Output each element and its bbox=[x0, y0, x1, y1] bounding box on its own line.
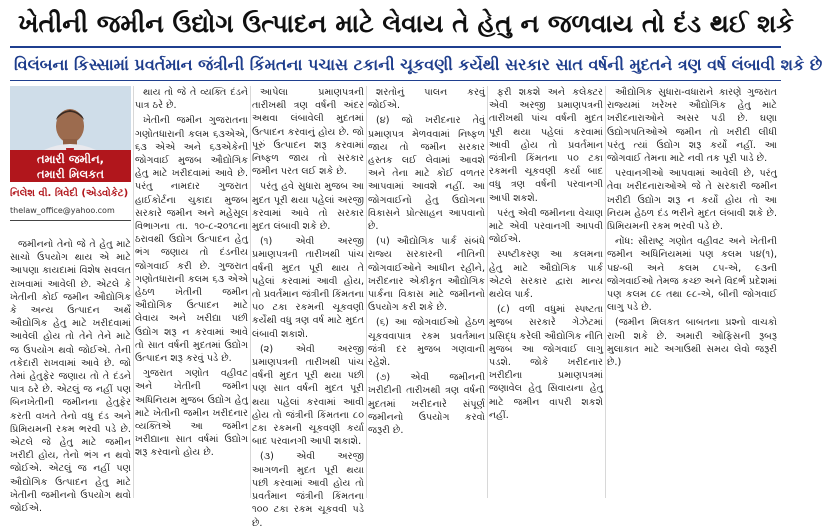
paragraph: ગુજરાત ગણોત વહીવટ અને ખેતીની જમીન અધિનિયમ મુજબ ઉદ્યોગ હેતુ માટે ખેતીની જમીન ખરીદનાર વ્યક્તિએ આ જમીન ખરીદ્યાના સાત વર્ષમાં ઉદ્યોગ શરૂ કરવાનો હોય છે. bbox=[135, 368, 248, 459]
paragraph: નોંધ: સૌરાષ્ટ્ર ગણોત વહીવટ અને ખેતીની જમીન અધિનિયમમાં પણ કલમ ૫૪(૧), ૫૪-બી અને કલમ ૮૫-એ, ૯૩ની જોગવાઈઓ તેમજ કચ્છ અને વિદર્ભ પ્રદેશમાં પણ કલમ ૮૯ તથા ૯૮-એ, બીની જોગવાઈ લાગુ પડે છે. bbox=[607, 236, 777, 314]
column-divider bbox=[487, 86, 488, 498]
paragraph: (૧) એવી અરજી પ્રમાણપત્રની તારીખથી પાંચ વર્ષની મુદત પૂરી થાય તે પહેલાં કરવામાં આવી હોય, તો પ્રવર્તમાન જંત્રીની કિંમતના ૫૦ ટકા રકમની ચૂકવણી કર્યેથી વધુ ત્રણ વર્ષ માટે મુદત લંબાવી શકાશે. bbox=[252, 236, 364, 340]
column-divider bbox=[133, 86, 134, 498]
paragraph: (૭) એવી જમીનની ખરીદીની તારીખથી ત્રણ વર્ષની મુદતમાં ખરીદનારે સંપૂર્ણ જમીનનો ઉપયોગ કરવો જરૂરી છે. bbox=[368, 372, 485, 437]
article-column-4 bbox=[368, 86, 485, 498]
subheadline: વિલંબના કિસ્સામાં પ્રવર્તમાન જંત્રીની કિંમતના પચાસ ટકાની ચૂકવણી કર્યેથી સરકાર સાત વર્ષની મુદતને ત્રણ વર્ષ લંબાવી શકે છે bbox=[14, 55, 822, 74]
paragraph: શરતોનું પાલન કરવું જોઈએ. bbox=[368, 87, 485, 112]
author-byline: નિલેશ વી. ત્રિવેદી (એડવોકેટ) bbox=[10, 188, 129, 199]
byline-divider bbox=[10, 220, 131, 221]
paragraph: સ્પષ્ટીકરણ આ કલમના હેતુ માટે ઔદ્યોગિક પાર્ક એટલે સરકાર દ્વારા માન્ય થયેલ પાર્ક. bbox=[489, 249, 603, 301]
paragraph: (૮) વળી વધુમાં સ્પષ્ટતા મુજબ સરકારે ગેઝેટમાં પ્રસિદ્ધ કરેલી ઔદ્યોગિક નીતિ મુજબ આ જોગવાઈ લાગુ પડશે. જોકે ખરીદનાર ખરીદીના પ્રમાણપત્રમાં જણાવેલ હેતુ સિવાયના હેતુ માટે જમીન વાપરી શકશે નહીં. bbox=[489, 304, 603, 421]
article-column-1 bbox=[10, 238, 131, 515]
paragraph: ખેતીની જમીન ગુજરાતના ગણોતધારાની કલમ ૬૩એએ, ૬૩ એએ અને ૬૩એકેની જોગવાઈ મુજબ ઔદ્યોગિક હેતુ માટે ખરીદવામાં આવે છે. પરંતુ નામદાર ગુજરાત હાઈકોર્ટના ચુકાદા મુજબ સરકારે જમીન અને મહેસૂલ વિભાગના તા. ૧૦-૮-૨૦૧૮ના ઠરાવથી ઉદ્યોગ ઉત્પાદન હેતુ ભંગ જણાય તો દંડનીય જોગવાઈ કરી છે. ગુજરાત ગણોતધારાની કલમ ૬૩ એએ હેઠળ ખેતીની જમીન ઔદ્યોગિક ઉત્પાદન માટે લેવાય અને ખરીદ્યા પછી ઉદ્યોગ શરૂ ન કરવામાં આવે તો સાત વર્ષની મુદતમાં ઉદ્યોગ ઉત્પાદન શરૂ કરવું પડે છે. bbox=[135, 115, 248, 365]
paragraph: પરંતુ હવે સુધારા મુજબ આ મુદત પૂરી થયા પહેલાં અરજી કરવામાં આવે તો સરકાર મુદત લંબાવી શકે છે. bbox=[252, 181, 364, 233]
paragraph: પરંતુ એવી જમીનના વેચાણ માટે એવી પરવાનગી આપવી જોઈએ. bbox=[489, 207, 603, 246]
article-column-5 bbox=[489, 86, 603, 498]
article-column-3 bbox=[252, 86, 364, 529]
paragraph: જમીનનો તેનો જે તે હેતુ માટે સાચો ઉપયોગ થાય એ માટે આપણા કાયદામાં વિશેષ સવલત રાખવામાં આવેલી છે. એટલે કે ખેતીની કોઈ જમીન ઔદ્યોગિક કે અન્ય ઉત્પાદન અર્થે ઔદ્યોગિક હેતુ માટે ખરીદવામાં આવેલી હોય તો તેને તેને માટે જ ઉપયોગ થવો જોઈએ. તેની તકેદારી રાખવામાં આવે છે. જો તેમાં હેતુફેર જણાય તો તે દંડને પાત્ર ઠરે છે. એટલું જ નહીં પણ બિનખેતીની જમીનના હેતુફેર કરતી વખતે તેનો વધુ દંડ અને પ્રિમિયમની રકમ ભરવી પડે છે. એટલે જે હેતુ માટે જમીન ખરીદી હોય, તેનો ભંગ ન થવો જોઈએ. એટલું જ નહીં પણ ઔદ્યોગિક ઉત્પાદન હેતુ માટે ખેતીની જમીનનો ઉપયોગ થવો જોઈએ. bbox=[10, 239, 131, 515]
column-title-banner bbox=[10, 150, 131, 182]
paragraph: ફરી શકશે અને કલેક્ટર એવી અરજી પ્રમાણપત્રની તારીખથી પાંચ વર્ષની મુદત પૂરી થયા પહેલાં કરવામાં આવી હોય તો પ્રવર્તમાન જંત્રીની કિંમતના ૫૦ ટકા રકમની ચૂકવણી કર્યા બાદ વધુ ત્રણ વર્ષની પરવાનગી આપી શકશે. bbox=[489, 87, 603, 204]
subheadline-rule bbox=[10, 80, 781, 81]
paragraph: થાય તો જે તે વ્યક્તિ દંડને પાત્ર ઠરે છે. bbox=[135, 87, 248, 112]
paragraph: (૩) એવી અરજી આગળની મુદત પૂરી થયા પછી કરવામાં આવી હોય તો પ્રવર્તમાન જંત્રીની કિંમતના ૧૦૦ ટકા રકમ ચૂકવવી પડે છે. bbox=[252, 451, 364, 529]
author-email: thelaw_office@yahoo.com bbox=[10, 206, 115, 215]
column-title-line-2: તમારી મિલકત bbox=[37, 167, 104, 181]
article-column-2 bbox=[135, 86, 248, 498]
paragraph: (૪) જો ખરીદનાર તેવું પ્રમાણપત્ર મેળવવામાં નિષ્ફળ જાય તો જમીન સરકાર હસ્તક લઈ લેવામાં આવશે અને તેના માટે કોઈ વળતર આપવામાં આવશે નહીં. આ જોગવાઈનો હેતુ ઉદ્યોગના વિકાસને પ્રોત્સાહન આપવાનો છે. bbox=[368, 115, 485, 233]
paragraph: (૨) એવી અરજી પ્રમાણપત્રની તારીખથી પાંચ વર્ષની મુદત પૂરી થયા પછી પણ સાત વર્ષની મુદત પૂરી થયા પહેલાં કરવામાં આવી હોય તો જંત્રીની કિંમતના ૮૦ ટકા રકમની ચૂકવણી કર્યા બાદ પરવાનગી આપી શકાશે. bbox=[252, 343, 364, 448]
column-divider bbox=[366, 86, 367, 498]
column-divider bbox=[605, 86, 606, 498]
paragraph: ઔદ્યોગિક સુધારા-વધારાને કારણે ગુજરાત રાજ્યમાં ખરેખર ઔદ્યોગિક હેતુ માટે ખરીદનારાઓને અસર પડી છે. ઘણા ઉદ્યોગપતિઓએ જમીન તો ખરીદી લીધી પરંતુ ત્યાં ઉદ્યોગ શરૂ કર્યો નહીં. આ જોગવાઈ તેમના માટે નવી તક પૂરી પાડે છે. bbox=[607, 87, 777, 165]
column-title-line-1: તમારી જમીન, bbox=[36, 152, 105, 166]
paragraph: આપેલા પ્રમાણપત્રની તારીખથી ત્રણ વર્ષની અંદર અથવા લંબાવેલી મુદતમાં ઉત્પાદન કરવાનું હોય છે. જો પૂરું ઉત્પાદન શરૂ કરવામાં નિષ્ફળ જાય તો સરકાર જમીન પરત લઈ શકે છે. bbox=[252, 87, 364, 178]
article-column-6 bbox=[607, 86, 777, 498]
headline: ખેતીની જમીન ઉદ્યોગ ઉત્પાદન માટે લેવાય તે હેતુ ન જળવાય તો દંડ થઈ શકે bbox=[18, 9, 794, 38]
column-divider bbox=[250, 86, 251, 498]
paragraph: પરવાનગીઓ આપવામાં આવેલી છે, પરંતુ તેવા ખરીદનારાઓએ જે તે સરકારી જમીન ખરીદી ઉદ્યોગ શરૂ ન કર્યો હોય તો આ નિયમ હેઠળ દંડ ભરીને મુદત લંબાવી શકે છે. પ્રિમિયમની રકમ ભરવી પડે છે. bbox=[607, 168, 777, 233]
headline-rule bbox=[10, 46, 781, 48]
paragraph: (૫) ઔદ્યોગિક પાર્ક સંબંધે રાજ્ય સરકારની નીતિની જોગવાઈઓને આધીન રહીને, ખરીદનાર એકીકૃત ઔદ્યોગિક પાર્કના વિકાસ માટે જમીનનો ઉપયોગ કરી શકે છે. bbox=[368, 236, 485, 314]
paragraph: (૬) આ જોગવાઈઓ હેઠળ ચૂકવવાપાત્ર રકમ પ્રવર્તમાન જંત્રી દર મુજબ ગણવાની રહેશે. bbox=[368, 317, 485, 369]
paragraph: (જમીન મિલકત બાબતના પ્રશ્નો વાચકો રાખી શકે છે. અમારી ઓફિસની રૂબરૂ મુલાકાત માટે અગાઉથી સમય લેવો જરૂરી છે.) bbox=[607, 317, 777, 369]
